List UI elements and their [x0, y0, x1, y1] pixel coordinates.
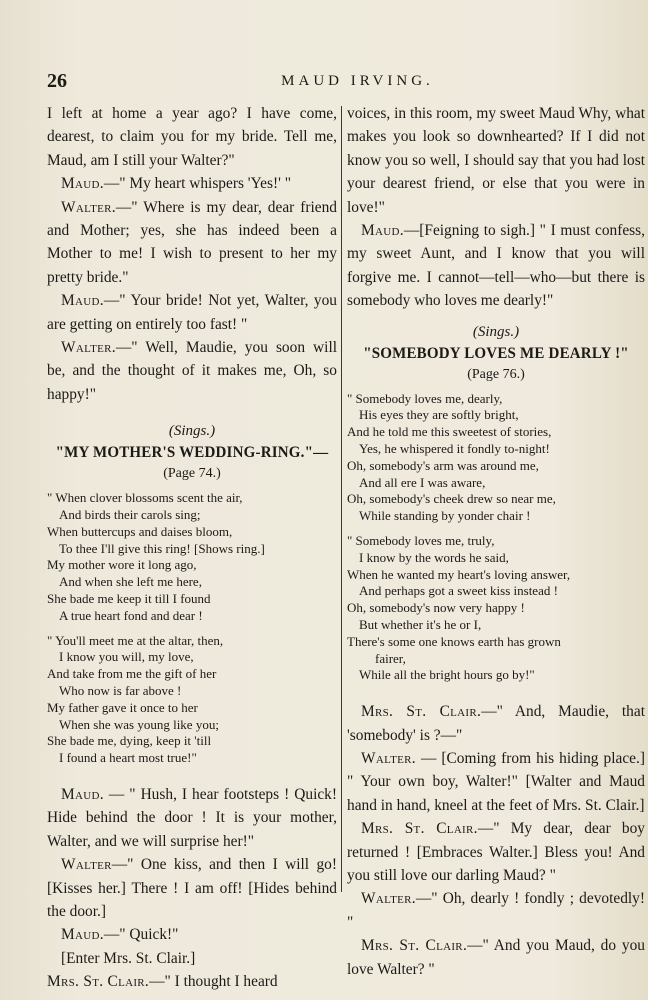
page-header [47, 70, 618, 94]
song-direction: (Sings.) [472, 323, 520, 340]
song-verse [47, 633, 337, 767]
speaker-name: Walter. [361, 750, 416, 768]
lyric-line: And he told me this sweetest of stories, [347, 424, 552, 440]
lyric-line: When she was young like you; [59, 716, 219, 732]
dialogue-text: —" Where is my dear, dear friend and Mother; yes, she has indeed been a Mother to me! I wish to present to her my pretty bride." [47, 198, 337, 286]
dialogue-paragraph [47, 783, 337, 853]
lyric-line: While all the bright hours go by!" [359, 667, 535, 683]
lyric-line: And all ere I was aware, [359, 474, 486, 490]
lyric-line: There's some one knows earth has grown [347, 633, 561, 649]
song-direction: (Sings.) [168, 423, 216, 440]
dialogue-text: —" My heart whispers 'Yes!' " [103, 175, 291, 193]
dialogue-paragraph [347, 934, 645, 981]
dialogue-text: I left at home a year ago? I have come, dearest, to claim you for my bride. Tell me, Maud, am I still your Walter?" [47, 105, 337, 169]
lyric-line: When he wanted my heart's loving answer, [347, 566, 571, 582]
lyric-line: To thee I'll give this ring! [Shows ring.] [59, 540, 265, 556]
lyric-line: She bade me, dying, keep it 'till [47, 733, 212, 749]
lyric-line: And perhaps got a sweet kiss instead ! [359, 583, 558, 599]
dialogue-text: voices, in this room, my sweet Maud Why, what makes you look so downhearted? If I did not know you so well, I should say that you had lost your dearest friend, or else that you were in love!" [347, 105, 645, 216]
dialogue-paragraph [47, 102, 337, 172]
dialogue-text: [Enter Mrs. St. Clair.] [61, 949, 196, 967]
left-top-paragraphs [47, 102, 337, 406]
dialogue-text: —" Quick!" [103, 926, 179, 944]
lyric-line: And birds their carols sing; [59, 507, 201, 523]
dialogue-text: —" One kiss, and then I will go! [Kisses her.] There ! I am off! [Hides behind the door.] [47, 856, 337, 921]
lyric-line: While standing by yonder chair ! [359, 508, 531, 524]
dialogue-text: —[Feigning to sigh.] " I must confess, my sweet Aunt, and I know that you will forgive me. I cannot—tell—who—but there is somebody who loves me dearly!" [347, 222, 645, 310]
dialogue-text: —" Your bride! Not yet, Walter, you are getting on entirely too fast! " [47, 292, 337, 333]
lyric-line: " When clover blossoms scent the air, [47, 490, 243, 506]
lyric-line: My father gave it once to her [47, 699, 198, 715]
dialogue-text: —" And, Maudie, that 'somebody' is ?—" [347, 703, 645, 744]
song-verse [347, 391, 645, 525]
speaker-name: Maud. [61, 786, 104, 804]
lyric-line: fairer, [375, 650, 406, 666]
dialogue-paragraph [347, 747, 645, 817]
right-column [347, 102, 645, 978]
speaker-name: Mrs. St. Clair. [361, 937, 468, 955]
page-number: 26 [47, 70, 67, 92]
speaker-name: Mrs. St. Clair. [361, 703, 482, 721]
dialogue-text: —" And you Maud, do you love Walter? " [347, 937, 645, 978]
lyric-line: But whether it's he or I, [359, 617, 482, 633]
speaker-name: Maud. [61, 926, 104, 944]
dialogue-text: — [Coming from his hiding place.] " Your own boy, Walter!" [Walter and Maud hand in hand, kneel at the feet of Mrs. St. Clair.] [347, 750, 645, 814]
lyric-line: And when she left me here, [59, 574, 202, 590]
dialogue-paragraph [347, 700, 645, 747]
lyric-line: Oh, somebody's now very happy ! [347, 600, 525, 616]
lyric-line: She bade me keep it till I found [47, 591, 211, 607]
dialogue-text: —" Oh, dearly ! fondly ; devotedly! " [347, 890, 645, 931]
dialogue-paragraph [47, 853, 337, 923]
left-column [47, 102, 337, 991]
lyric-line: " You'll meet me at the altar, then, [47, 632, 224, 648]
speaker-name: Mrs. St. Clair. [47, 973, 150, 991]
speaker-name: Walter. [361, 890, 416, 908]
dialogue-paragraph [47, 196, 337, 290]
song-lyrics [347, 391, 645, 685]
lyric-line: His eyes they are softly bright, [359, 407, 519, 423]
speaker-name: Maud. [61, 292, 104, 310]
dialogue-paragraph [347, 887, 645, 934]
dialogue-paragraph [47, 923, 337, 946]
lyric-line: " Somebody loves me, dearly, [347, 390, 503, 406]
song-verse [347, 533, 645, 684]
dialogue-paragraph [47, 172, 337, 195]
song-page-ref: (Page 76.) [467, 366, 525, 382]
dialogue-text: —" Well, Maudie, you soon will be, and the thought of it makes me, Oh, so happy!" [47, 339, 337, 403]
lyric-line: I found a heart most true!" [59, 750, 197, 766]
lyric-line: Who now is far above ! [59, 683, 182, 699]
lyric-line: A true heart fond and dear ! [59, 607, 203, 623]
lyric-line: Oh, somebody's arm was around me, [347, 457, 539, 473]
column-divider [341, 106, 342, 892]
lyric-line: I know by the words he said, [359, 549, 509, 565]
lyric-line: And take from me the gift of her [47, 666, 217, 682]
dialogue-paragraph [47, 947, 337, 970]
left-bottom-paragraphs [47, 783, 337, 994]
speaker-name: Walter [61, 856, 112, 874]
speaker-name: Mrs. St. Clair. [361, 820, 478, 838]
song-verse [47, 490, 337, 624]
song-title: "SOMEBODY LOVES ME DEARLY !" [363, 345, 629, 363]
dialogue-paragraph [347, 102, 645, 219]
lyric-line: " Somebody loves me, truly, [347, 533, 495, 549]
dialogue-paragraph [47, 970, 337, 993]
speaker-name: Maud. [361, 222, 404, 240]
lyric-line: When buttercups and daises bloom, [47, 523, 233, 539]
song-title: "MY MOTHER'S WEDDING-RING."— [55, 444, 329, 462]
song-lyrics [47, 490, 337, 767]
dialogue-paragraph [347, 219, 645, 313]
dialogue-text: — " Hush, I hear footsteps ! Quick! Hide behind the door ! It is your mother, Walter, and we will surprise her!" [47, 786, 337, 850]
lyric-line: Yes, he whispered it fondly to-night! [359, 441, 550, 457]
running-title: MAUD IRVING. [281, 73, 434, 89]
lyric-line: Oh, somebody's cheek drew so near me, [347, 491, 556, 507]
song-page-ref: (Page 74.) [163, 466, 221, 482]
dialogue-text: —" I thought I heard [149, 973, 278, 991]
dialogue-paragraph [47, 336, 337, 406]
speaker-name: Walter. [61, 198, 116, 216]
lyric-line: My mother wore it long ago, [47, 557, 197, 573]
speaker-name: Walter. [61, 339, 116, 357]
dialogue-paragraph [47, 289, 337, 336]
speaker-name: Maud. [61, 175, 104, 193]
dialogue-text: —" My dear, dear boy returned ! [Embraces Walter.] Bless you! And you still love our darling Maud? " [347, 820, 645, 885]
lyric-line: I know you will, my love, [59, 649, 194, 665]
right-bottom-paragraphs [347, 700, 645, 981]
dialogue-paragraph [347, 817, 645, 887]
right-top-paragraphs [347, 102, 645, 313]
